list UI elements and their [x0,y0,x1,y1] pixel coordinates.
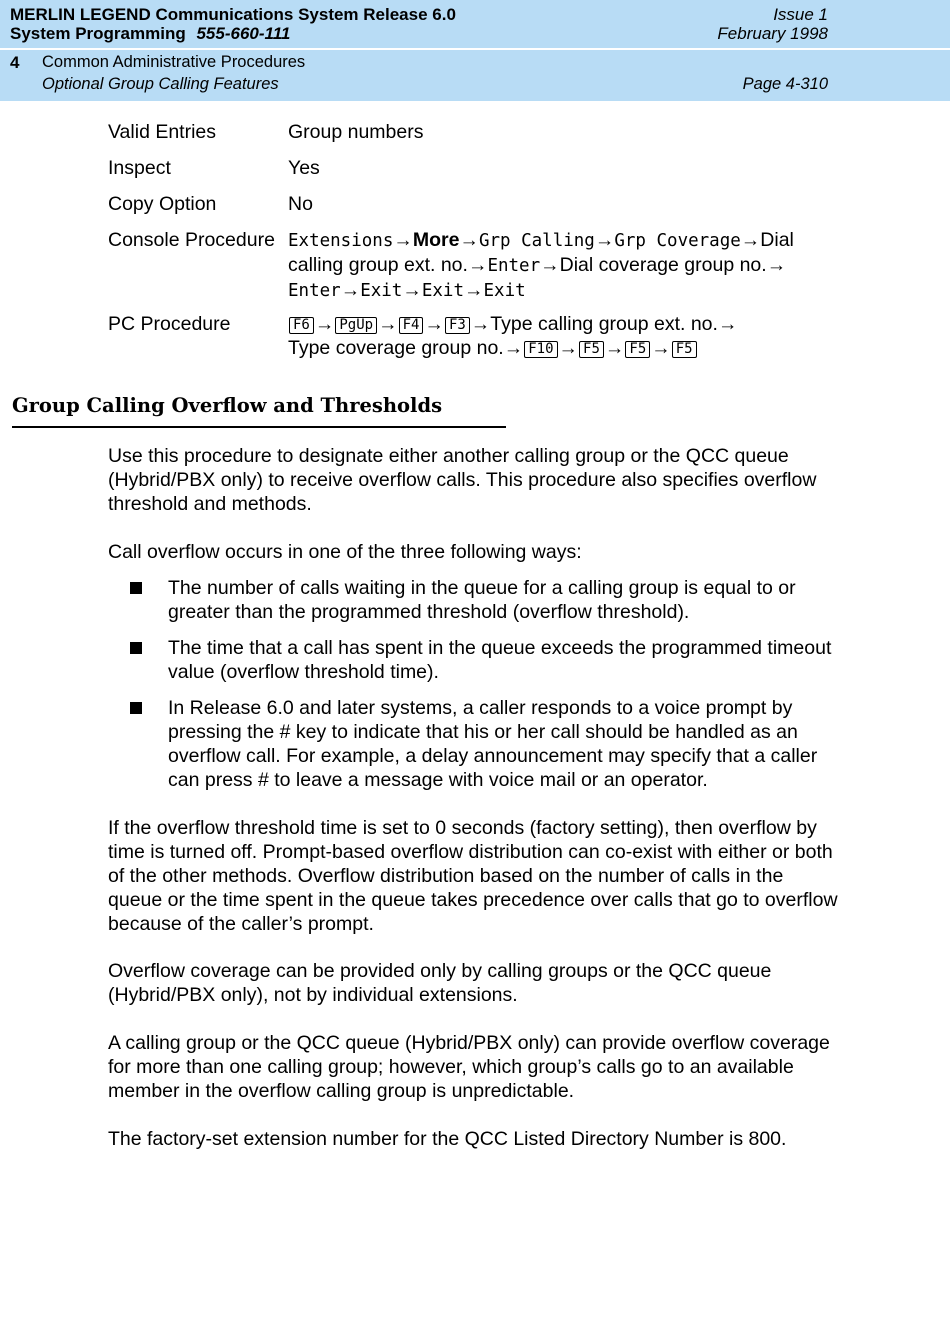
document-code: 555-660-111 [196,24,291,43]
factory-setting-paragraph: The factory-set extension number for the QCC Listed Directory Number is 800. [108,1128,787,1150]
arrow-icon: → [467,254,488,276]
property-value: Yes [288,157,320,179]
function-key-icon: F5 [672,341,697,358]
console-step: More [412,229,460,251]
console-line-3 [288,278,794,303]
intro-paragraph: Use this procedure to designate either another calling group or the QCC queue (Hybrid/PBX only) to receive overflow calls. This procedure also specifies overflow threshold and methods. [108,445,817,515]
console-line-2 [288,253,794,278]
console-text: Dial [760,229,794,251]
arrow-icon: → [540,254,560,276]
property-label: Console Procedure [108,229,275,251]
threshold-paragraph: If the overflow threshold time is set to 0 seconds (factory setting), then overflow by time is turned off. Prompt-based overflow distribution can co-exist with either or both of the other methods. Overflow distribution based on the number of calls in the queue or the time spent in the queue takes precedence over calls that go to overflow because of the caller’s prompt. [108,817,838,935]
arrow-icon: → [651,337,671,359]
pc-line-2 [288,336,737,360]
heading-rule [12,426,506,428]
document-title: MERLIN LEGEND Communications System Release 6.0 [10,5,456,24]
console-step: Exit [483,281,526,301]
function-key-icon: PgUp [335,317,377,334]
property-label: Valid Entries [108,121,217,143]
console-text: calling group ext. no. [288,254,468,276]
property-label: Copy Option [108,193,217,215]
pc-procedure-steps [288,312,737,360]
arrow-icon: → [378,313,398,335]
function-key-icon: F6 [289,317,314,334]
property-label: PC Procedure [108,313,231,335]
section-subtitle: Optional Group Calling Features [42,75,279,93]
page-header [0,0,950,101]
console-text: Dial coverage group no. [559,254,767,276]
console-step: Enter [487,256,541,276]
coverage-paragraph: Overflow coverage can be provided only by calling groups or the QCC queue (Hybrid/PBX only), not by individual extensions. [108,960,772,1006]
console-step: Enter [288,281,341,301]
chapter-number: 4 [10,53,20,72]
console-procedure-steps [288,228,794,303]
multiple-coverage-paragraph: A calling group or the QCC queue (Hybrid/PBX only) can provide overflow coverage for more than one calling group; however, which group’s calls go to an available member in the overflow calling group is unpredictable. [108,1032,830,1102]
square-bullet-icon [130,642,142,654]
page-number: Page 4-310 [742,75,828,93]
console-step: Extensions [288,231,394,251]
pc-line-1 [288,312,737,336]
function-key-icon: F5 [579,341,604,358]
arrow-icon: → [402,279,422,301]
issue-label: Issue 1 [773,5,828,24]
arrow-icon: → [558,337,579,359]
function-key-icon: F4 [399,317,424,334]
arrow-icon: → [340,279,361,301]
square-bullet-icon [130,582,142,594]
arrow-icon: → [503,337,524,359]
ways-intro-paragraph: Call overflow occurs in one of the three following ways: [108,541,582,563]
list-item-text: In Release 6.0 and later systems, a caller responds to a voice prompt by pressing the # key to indicate that his or her call should be handled as an overflow call. For example, a delay announcement may specify that a caller can press # to leave a message with voice mail or an operator. [168,697,818,791]
console-step: Grp Calling [478,231,595,251]
arrow-icon: → [459,229,479,251]
pc-text: Type coverage group no. [288,337,504,359]
function-key-icon: F3 [445,317,470,334]
arrow-icon: → [470,313,491,335]
function-key-icon: F5 [625,341,650,358]
console-line-1 [288,228,794,253]
section-heading: Group Calling Overflow and Thresholds [12,394,443,417]
property-label: Inspect [108,157,171,179]
console-step: Exit [360,281,403,301]
function-key-icon: F10 [524,341,557,358]
subtitle-prefix: System Programming [10,24,186,43]
arrow-icon: → [766,254,787,276]
list-item-text: The number of calls waiting in the queue for a calling group is equal to or greater than the programmed threshold (overflow threshold). [168,577,796,623]
arrow-icon: → [717,313,738,335]
header-divider [0,48,950,50]
pc-text: Type calling group ext. no. [490,313,718,335]
arrow-icon: → [393,229,413,251]
issue-date: February 1998 [717,24,828,43]
property-value: Group numbers [288,121,424,143]
list-item-text: The time that a call has spent in the queue exceeds the programmed timeout value (overflow threshold time). [168,637,832,683]
arrow-icon: → [604,337,625,359]
arrow-icon: → [424,313,444,335]
arrow-icon: → [740,229,761,251]
property-value: No [288,193,313,215]
square-bullet-icon [130,702,142,714]
arrow-icon: → [464,279,484,301]
chapter-title: Common Administrative Procedures [42,53,306,71]
arrow-icon: → [594,229,615,251]
console-step: Grp Coverage [614,231,741,251]
arrow-icon: → [314,313,335,335]
document-subtitle [10,24,290,43]
console-step: Exit [421,281,464,301]
